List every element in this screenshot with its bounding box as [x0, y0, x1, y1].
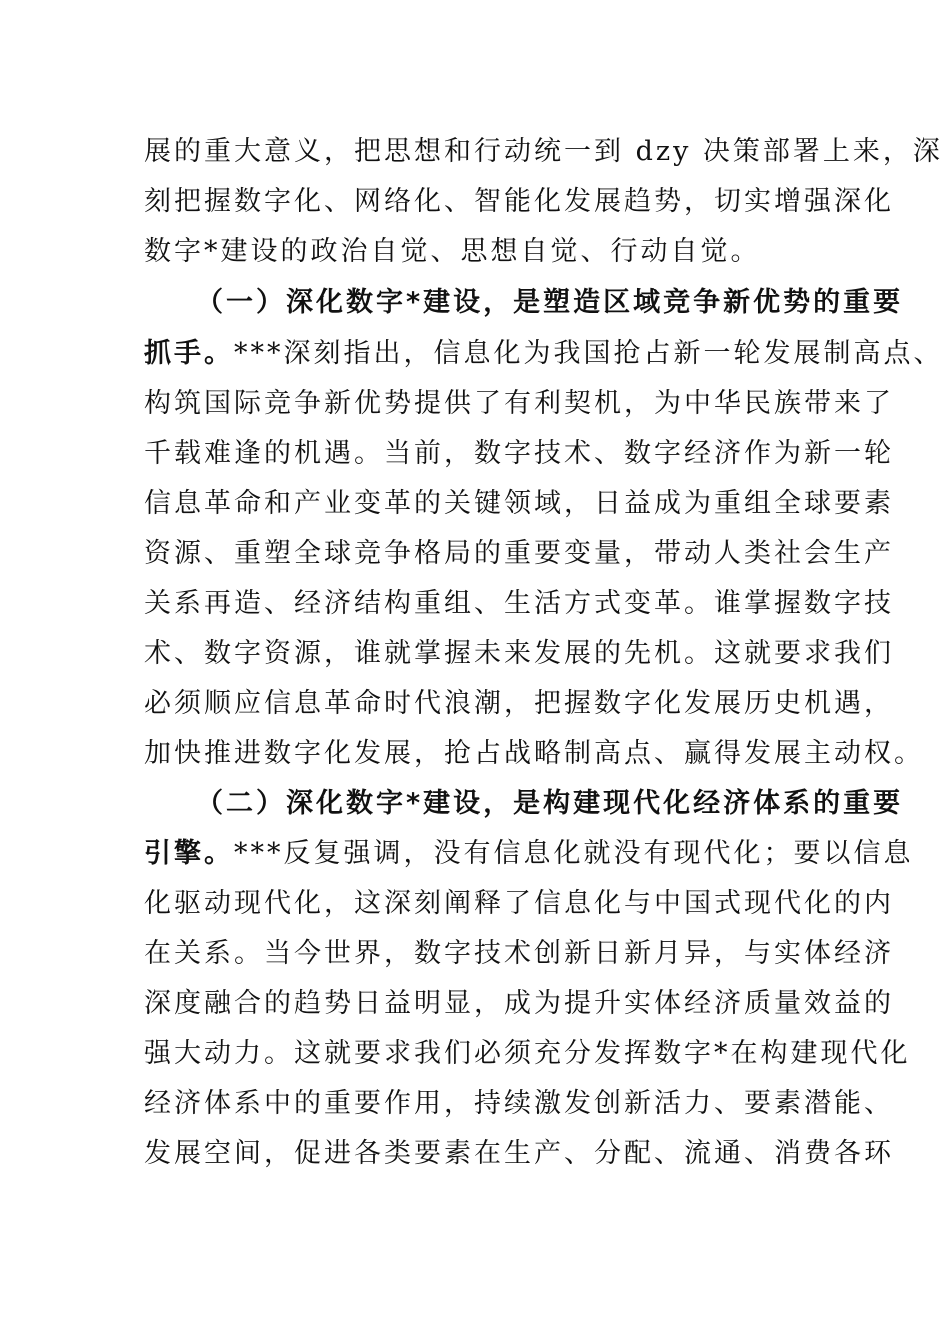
section1-line: 关系再造、经济结构重组、生活方式变革。谁掌握数字技: [144, 588, 894, 619]
section1-line: 必须顺应信息革命时代浪潮，把握数字化发展历史机遇，: [144, 688, 894, 719]
section2-line: [144, 836, 914, 872]
section1-line: 信息革命和产业变革的关键领域，日益成为重组全球要素: [144, 488, 894, 519]
section1-heading-end: 抓手。: [144, 338, 234, 369]
section2-heading-end: 引擎。: [144, 838, 234, 869]
intro-line: 数字*建设的政治自觉、思想自觉、行动自觉。: [144, 236, 761, 267]
intro-line: 展的重大意义，把思想和行动统一到 dzy 决策部署上来，深: [144, 136, 943, 167]
section1-line: 术、数字资源，谁就掌握未来发展的先机。这就要求我们: [144, 638, 894, 669]
section1-line: 加快推进数字化发展，抢占战略制高点、赢得发展主动权。: [144, 738, 924, 769]
section2-line-text: ***反复强调，没有信息化就没有现代化；要以信息: [234, 838, 914, 869]
section2-heading: （二）深化数字*建设，是构建现代化经济体系的重要: [196, 788, 904, 819]
section1-line: 资源、重塑全球竞争格局的重要变量，带动人类社会生产: [144, 538, 894, 569]
section1-heading: （一）深化数字*建设，是塑造区域竞争新优势的重要: [196, 287, 904, 318]
section1-line: [144, 336, 944, 372]
section2-line: 经济体系中的重要作用，持续激发创新活力、要素潜能、: [144, 1088, 894, 1119]
section1-line-text: ***深刻指出，信息化为我国抢占新一轮发展制高点、: [234, 338, 944, 369]
section2-line: 深度融合的趋势日益明显，成为提升实体经济质量效益的: [144, 988, 894, 1019]
section2-line: 在关系。当今世界，数字技术创新日新月异，与实体经济: [144, 938, 894, 969]
section2-line: 化驱动现代化，这深刻阐释了信息化与中国式现代化的内: [144, 888, 894, 919]
section2-line: 强大动力。这就要求我们必须充分发挥数字*在构建现代化: [144, 1038, 911, 1069]
intro-line: 刻把握数字化、网络化、智能化发展趋势，切实增强深化: [144, 186, 894, 217]
section2-line: 发展空间，促进各类要素在生产、分配、流通、消费各环: [144, 1138, 894, 1169]
section1-line: 构筑国际竞争新优势提供了有利契机，为中华民族带来了: [144, 388, 894, 419]
section1-line: 千载难逢的机遇。当前，数字技术、数字经济作为新一轮: [144, 438, 894, 469]
